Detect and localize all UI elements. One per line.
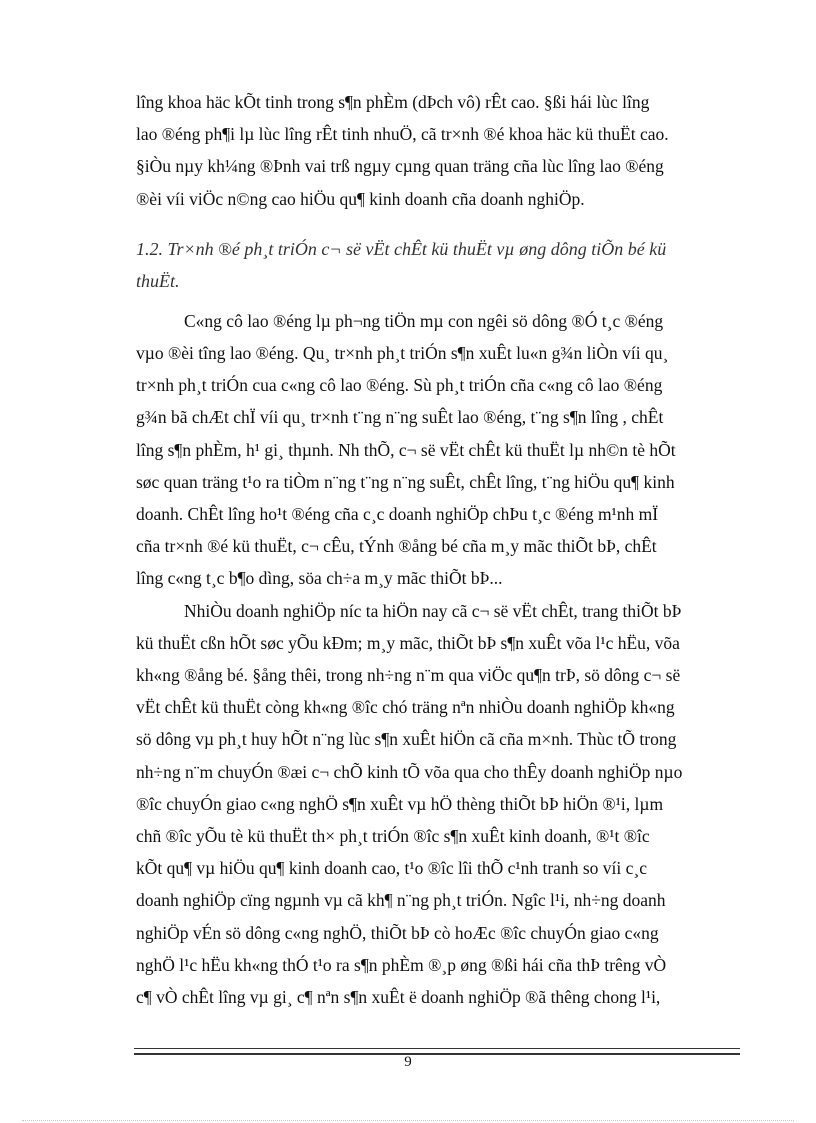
page-edge-divider [22, 1120, 794, 1121]
section-heading: 1.2. Tr×nh ®é ph¸t triÓn c¬ së vËt chÊt kü thuËt vµ øng dông tiÕn bé kü thuËt. [136, 238, 667, 291]
paragraph-2: C«ng cô lao ®éng lµ ph¬ng tiÖn mµ con ngêi sö dông ®Ó t¸c ®éng vµo ®èi tîng lao ®éng. Qu¸ tr×nh ph¸t triÓn s¶n xuÊt lu«n g¾n liÒn víi qu¸ tr×nh ph¸t triÓn cua c«ng cô lao ®éng. Sù ph¸t triÓn cña c«ng cô lao ®éng g¾n bã chÆt chÏ víi qu¸ tr×nh t¨ng n¨ng suÊt lao ®éng, t¨ng s¶n lîng , chÊt lîng s¶n phÈm, h¹ gi¸ thµnh. Nh thÕ, c¬ së vËt chÊt kü thuËt lµ nh©n tè hÕt søc quan träng t¹o ra tiÒm n¨ng t¨ng n¨ng suÊt, chÊt lîng, t¨ng hiÖu qu¶ kinh doanh. ChÊt lîng ho¹t ®éng cña c¸c doanh nghiÖp chÞu t¸c ®éng m¹nh mÏ cña tr×nh ®é kü thuËt, c¬ cÊu, tÝnh ®ång bé cña m¸y mãc thiÕt bÞ, chÊt lîng c«ng t¸c b¶o dìng, söa ch÷a m¸y mãc thiÕt bÞ... [136, 310, 676, 589]
page-number: 9 [404, 1054, 412, 1070]
paragraph-3: NhiÒu doanh nghiÖp níc ta hiÖn nay cã c¬ së vËt chÊt, trang thiÕt bÞ kü thuËt cßn hÕt søc yÕu kÐm; m¸y mãc, thiÕt bÞ s¶n xuÊt võa l¹c hËu, võa kh«ng ®ång bé. §ång thêi, trong nh÷ng n¨m qua viÖc qu¶n trÞ, sö dông c¬ së vËt chÊt kü thuËt còng kh«ng ®îc chó träng nªn nhiÒu doanh nghiÖp kh«ng sö dông vµ ph¸t huy hÕt n¨ng lùc s¶n xuÊt hiÖn cã cña m×nh. Thùc tÕ trong nh÷ng n¨m chuyÓn ®æi c¬ chÕ kinh tÕ võa qua cho thÊy doanh nghiÖp nµo ®îc chuyÓn giao c«ng nghÖ s¶n xuÊt vµ hÖ thèng thiÕt bÞ hiÖn ®¹i, lµm chñ ®îc yÕu tè kü thuËt th× ph¸t triÓn ®îc s¶n xuÊt kinh doanh, ®¹t ®îc kÕt qu¶ vµ hiÖu qu¶ kinh doanh cao, t¹o ®îc lîi thÕ c¹nh tranh so víi c¸c doanh nghiÖp cïng ngµnh vµ cã kh¶ n¨ng ph¸t triÓn. Ngîc l¹i, nh÷ng doanh nghiÖp vÉn sö dông c«ng nghÖ, thiÕt bÞ cò hoÆc ®îc chuyÓn giao c«ng nghÖ l¹c hËu kh«ng thÓ t¹o ra s¶n phÈm ®¸p øng ®ßi hái cña thÞ trêng vÒ c¶ vÒ chÊt lîng vµ gi¸ c¶ nªn s¶n xuÊt ë doanh nghiÖp ®ã thêng chong l¹i, [136, 600, 683, 1008]
body-text [136, 86, 738, 1013]
paragraph-1: lîng khoa häc kÕt tinh trong s¶n phÈm (dÞch vô) rÊt cao. §ßi hái lùc lîng lao ®éng ph¶i lµ lùc lîng rÊt tinh nhuÖ, cã tr×nh ®é khoa häc kü thuËt cao. §iÒu nµy kh¼ng ®Þnh vai trß ngµy cµng quan träng cña lùc lîng lao ®éng ®èi víi viÖc n©ng cao hiÖu qu¶ kinh doanh cña doanh nghiÖp. [136, 92, 669, 209]
